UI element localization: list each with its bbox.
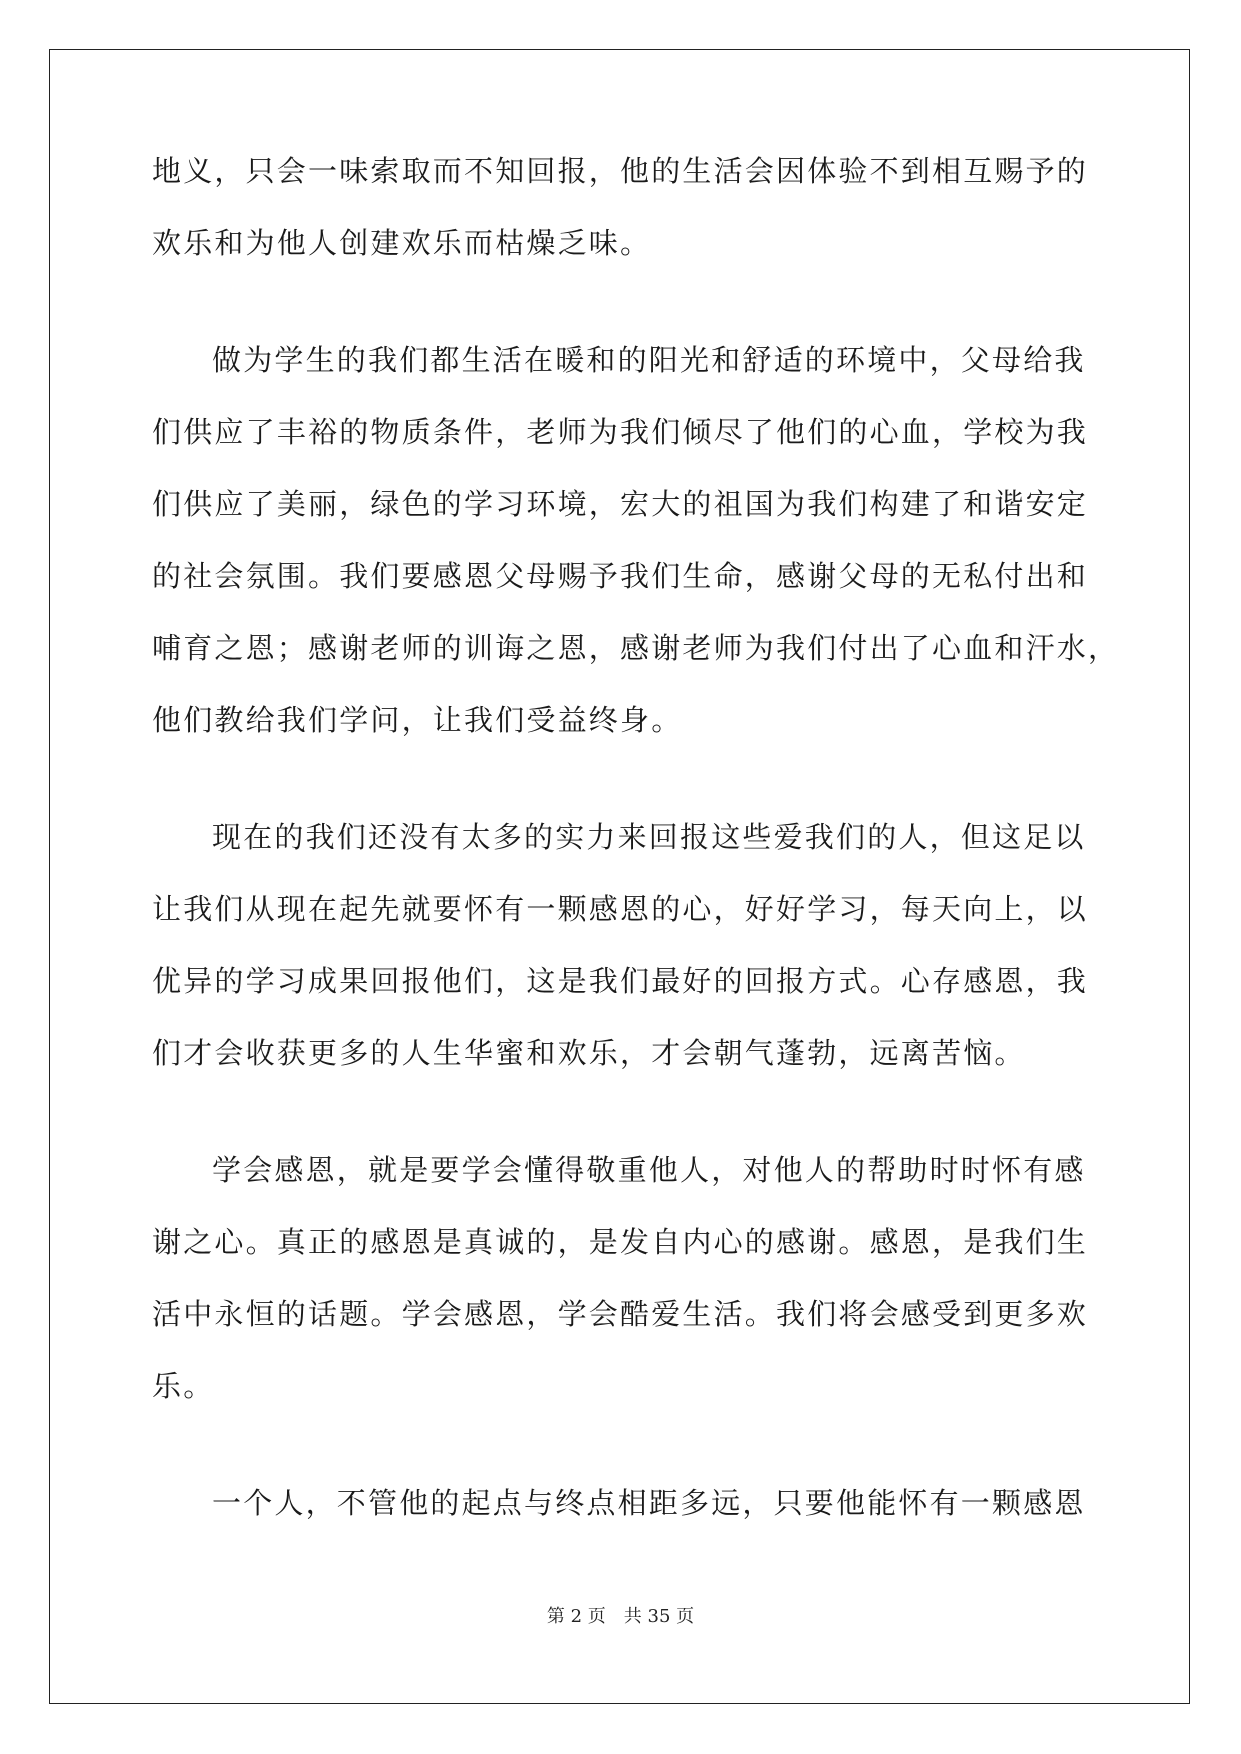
paragraph-first-line: 做为学生的我们都生活在暖和的阳光和舒适的环境中，父母给我 [212, 343, 1086, 377]
text-line: 优异的学习成果回报他们，这是我们最好的回报方式。心存感恩，我 [152, 964, 1089, 998]
page-total: 共 35 页 [623, 1606, 695, 1627]
paragraph-first-line: 一个人，不管他的起点与终点相距多远，只要他能怀有一颗感恩 [212, 1486, 1086, 1520]
text-line: 哺育之恩；感谢老师的训诲之恩，感谢老师为我们付出了心血和汗水， [152, 631, 1120, 665]
text-line: 们才会收获更多的人生华蜜和欢乐，才会朝气蓬勃，远离苦恼。 [152, 1036, 1026, 1070]
text-line: 们供应了美丽，绿色的学习环境，宏大的祖国为我们构建了和谐安定 [152, 487, 1089, 521]
paragraph-first-line: 现在的我们还没有太多的实力来回报这些爱我们的人，但这足以 [212, 820, 1086, 854]
text-line: 们供应了丰裕的物质条件，老师为我们倾尽了他们的心血，学校为我 [152, 415, 1089, 449]
page-number: 第 2 页 [546, 1606, 606, 1627]
text-line: 活中永恒的话题。学会感恩，学会酷爱生活。我们将会感受到更多欢 [152, 1297, 1089, 1331]
text-line: 欢乐和为他人创建欢乐而枯燥乏味。 [152, 226, 652, 260]
page-footer [0, 1605, 1241, 1629]
page-border [49, 49, 1190, 1704]
text-line: 乐。 [152, 1369, 215, 1403]
text-line: 地义，只会一味索取而不知回报，他的生活会因体验不到相互赐予的 [152, 154, 1089, 188]
text-line: 他们教给我们学问，让我们受益终身。 [152, 703, 683, 737]
text-line: 谢之心。真正的感恩是真诚的，是发自内心的感谢。感恩，是我们生 [152, 1225, 1089, 1259]
text-line: 的社会氛围。我们要感恩父母赐予我们生命，感谢父母的无私付出和 [152, 559, 1089, 593]
paragraph-first-line: 学会感恩，就是要学会懂得敬重他人，对他人的帮助时时怀有感 [212, 1153, 1086, 1187]
text-line: 让我们从现在起先就要怀有一颗感恩的心，好好学习，每天向上，以 [152, 892, 1089, 926]
